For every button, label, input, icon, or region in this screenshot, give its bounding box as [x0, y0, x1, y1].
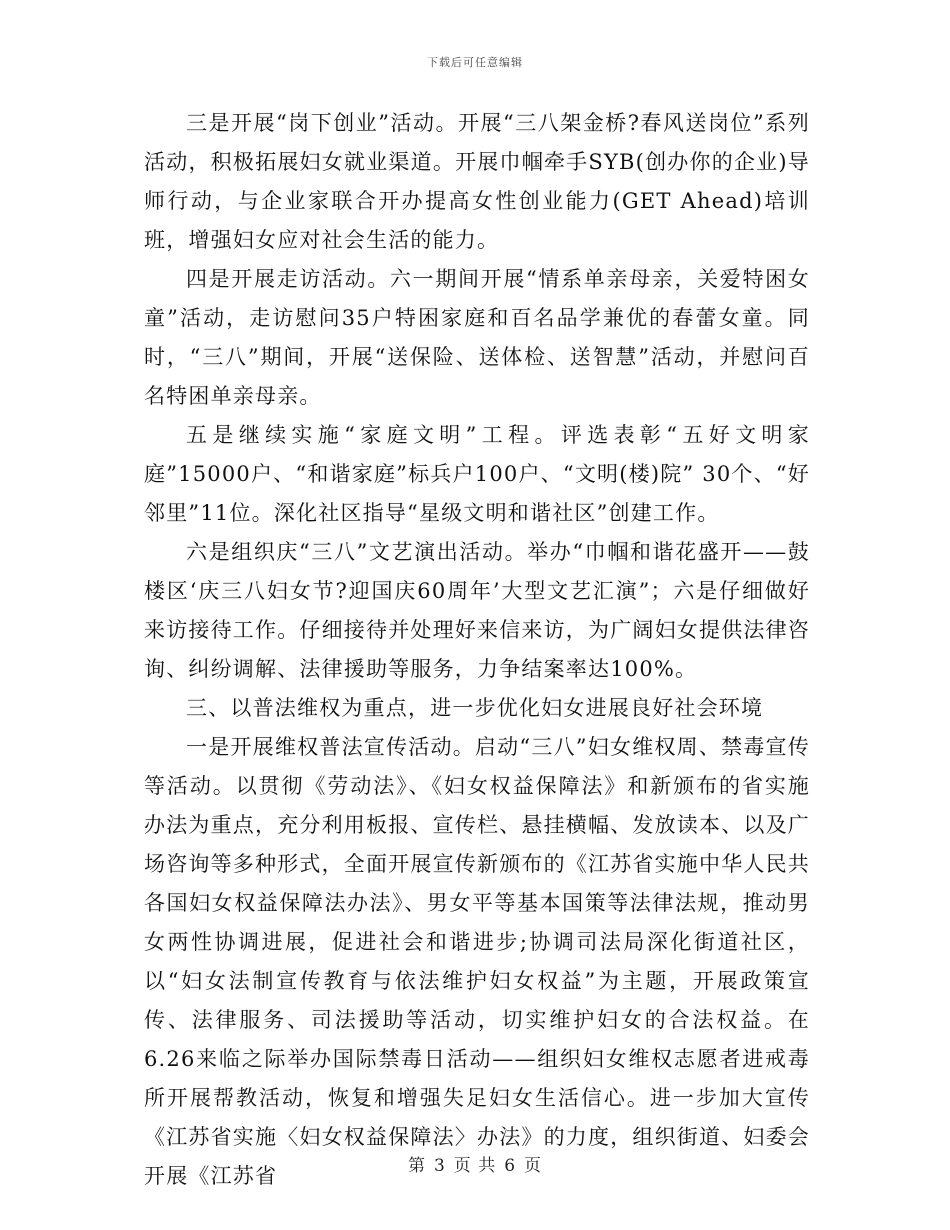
- total-page-number: 6: [504, 1156, 517, 1176]
- document-body: [144, 104, 810, 1196]
- footer-middle: 页 共: [453, 1156, 497, 1176]
- paragraph: 四是开展走访活动。六一期间开展“情系单亲母亲，关爱特困女童”活动，走访慰问35户特困家庭和百名品学兼优的春蕾女童。同时，“三八”期间，开展“送保险、送体检、送智慧”活动，并慰问百名特困单亲母亲。: [144, 267, 810, 408]
- current-page-number: 3: [433, 1156, 446, 1176]
- section-heading: 三、以普法维权为重点，进一步优化妇女进展良好社会环境: [186, 696, 764, 720]
- page-footer: [0, 1151, 950, 1176]
- footer-suffix: 页: [524, 1156, 543, 1176]
- footer-prefix: 第: [407, 1156, 426, 1176]
- paragraph: 一是开展维权普法宣传活动。启动“三八”妇女维权周、禁毒宣传等活动。以贯彻《劳动法》、《妇女权益保障法》和新颁布的省实施办法为重点，充分利用板报、宣传栏、悬挂横幅、发放读本、以及广场咨询等多种形式，全面开展宣传新颁布的《江苏省实施中华人民共各国妇女权益保障法办法》、男女平等基本国策等法律法规，推动男女两性协调进展，促进社会和谐进步;协调司法局深化街道社区，以“妇女法制宣传教育与依法维护妇女权益”为主题，开展政策宣传、法律服务、司法援助等活动，切实维护妇女的合法权益。在6.26来临之际举办国际禁毒日活动——组织妇女维权志愿者进戒毒所开展帮教活动，恢复和增强失足妇女生活信心。进一步加大宣传《江苏省实施〈妇女权益保障法〉办法》的力度，组织街道、妇委会开展《江苏省: [144, 735, 810, 1188]
- page-header: 下载后可任意编辑: [427, 56, 523, 69]
- paragraph: 六是组织庆“三八”文艺演出活动。举办“巾帼和谐花盛开——鼓楼区‘庆三八妇女节?迎国庆60周年’大型文艺汇演”；六是仔细做好来访接待工作。仔细接待并处理好来信来访，为广阔妇女提供法律咨询、纠纷调解、法律援助等服务，力争结案率达100%。: [144, 540, 810, 681]
- paragraph: 三是开展“岗下创业”活动。开展“三八架金桥?春风送岗位”系列活动，积极拓展妇女就业渠道。开展巾帼牵手SYB(创办你的企业)导师行动，与企业家联合开办提高女性创业能力(GET Ahead)培训班，增强妇女应对社会生活的能力。: [144, 111, 810, 252]
- paragraph: 五是继续实施“家庭文明”工程。评选表彰“五好文明家庭”15000户、“和谐家庭”标兵户100户、“文明(楼)院” 30个、“好邻里”11位。深化社区指导“星级文明和谐社区”创建工作。: [144, 423, 810, 525]
